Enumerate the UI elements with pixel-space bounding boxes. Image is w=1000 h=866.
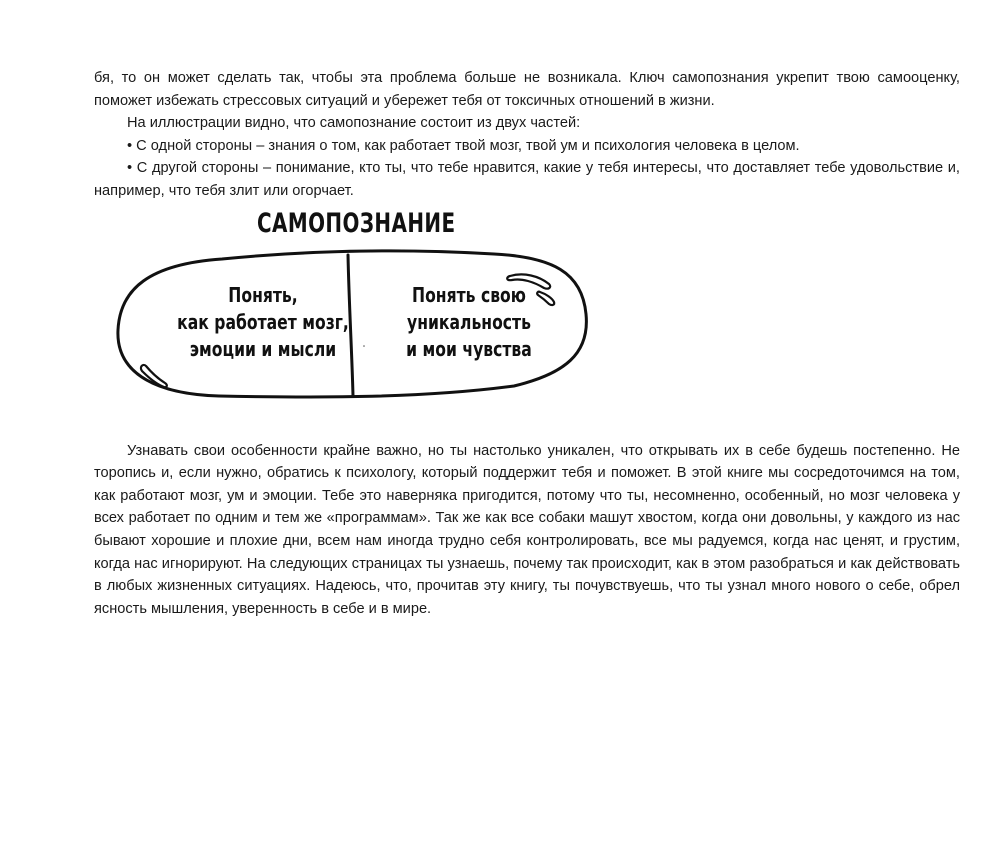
bullet-item: • С одной стороны – знания о том, как работает твой мозг, твой ум и психология человека в целом. — [127, 137, 800, 154]
capsule-right-line: уникальность — [407, 309, 531, 334]
closing-paragraph: Узнавать свои особенности крайне важно, но ты настолько уникален, что открывать их в себе будешь постепенно. Не торопись и, если нужно, обратись к психологу, который поддержит тебя и поможет. В этой книге мы сосредоточимся на том, как работают мозг, ум и эмоции. Тебе это наверняка пригодится, потому что ты, несомненно, особенный, но мозг человека у всех работает по одним и тем же «программам». Так же как все собаки машут хвостом, когда они довольны, у каждого из нас бывают хорошие и плохие дни, всем нам иногда трудно себя контролировать, все мы радуемся, когда нас ценят, и грустим, когда нас игнорируют. На следующих страницах ты узнаешь, почему так происходит, как в этом разобраться и как действовать в любых жизненных ситуациях. Надеюсь, что, прочитав эту книгу, ты почувствуешь, что ты узнал много нового о себе, обрел ясность мышления, уверенность в себе и в мире. — [94, 442, 960, 617]
bullet-item: • С другой стороны – понимание, кто ты, что тебе нравится, какие у тебя интересы, что доставляет тебе удовольствие и, например, что тебя злит или огорчает. — [94, 160, 960, 199]
intro-paragraph: бя, то он может сделать так, чтобы эта проблема больше не возникала. Ключ самопознания укрепит твою самооценку, поможет избежать стрессовых ситуаций и убережет тебя от токсичных отношений в жизни. — [94, 70, 960, 109]
capsule-right-line: и мои чувства — [406, 336, 532, 361]
capsule-left-line: как работает мозг, — [177, 309, 349, 334]
illustration-lead: На иллюстрации видно, что самопознание состоит из двух частей: — [127, 115, 581, 132]
page-body — [94, 67, 960, 620]
capsule-right-line: Понять свою — [412, 282, 526, 307]
capsule-left-line: Понять, — [228, 282, 298, 307]
capsule-left-text — [150, 282, 376, 363]
self-knowledge-illustration — [94, 204, 960, 432]
figure-title: САМОПОЗНАНИЕ — [257, 207, 456, 239]
capsule-left-line: эмоции и мысли — [189, 336, 337, 361]
capsule-right-text — [356, 282, 582, 363]
